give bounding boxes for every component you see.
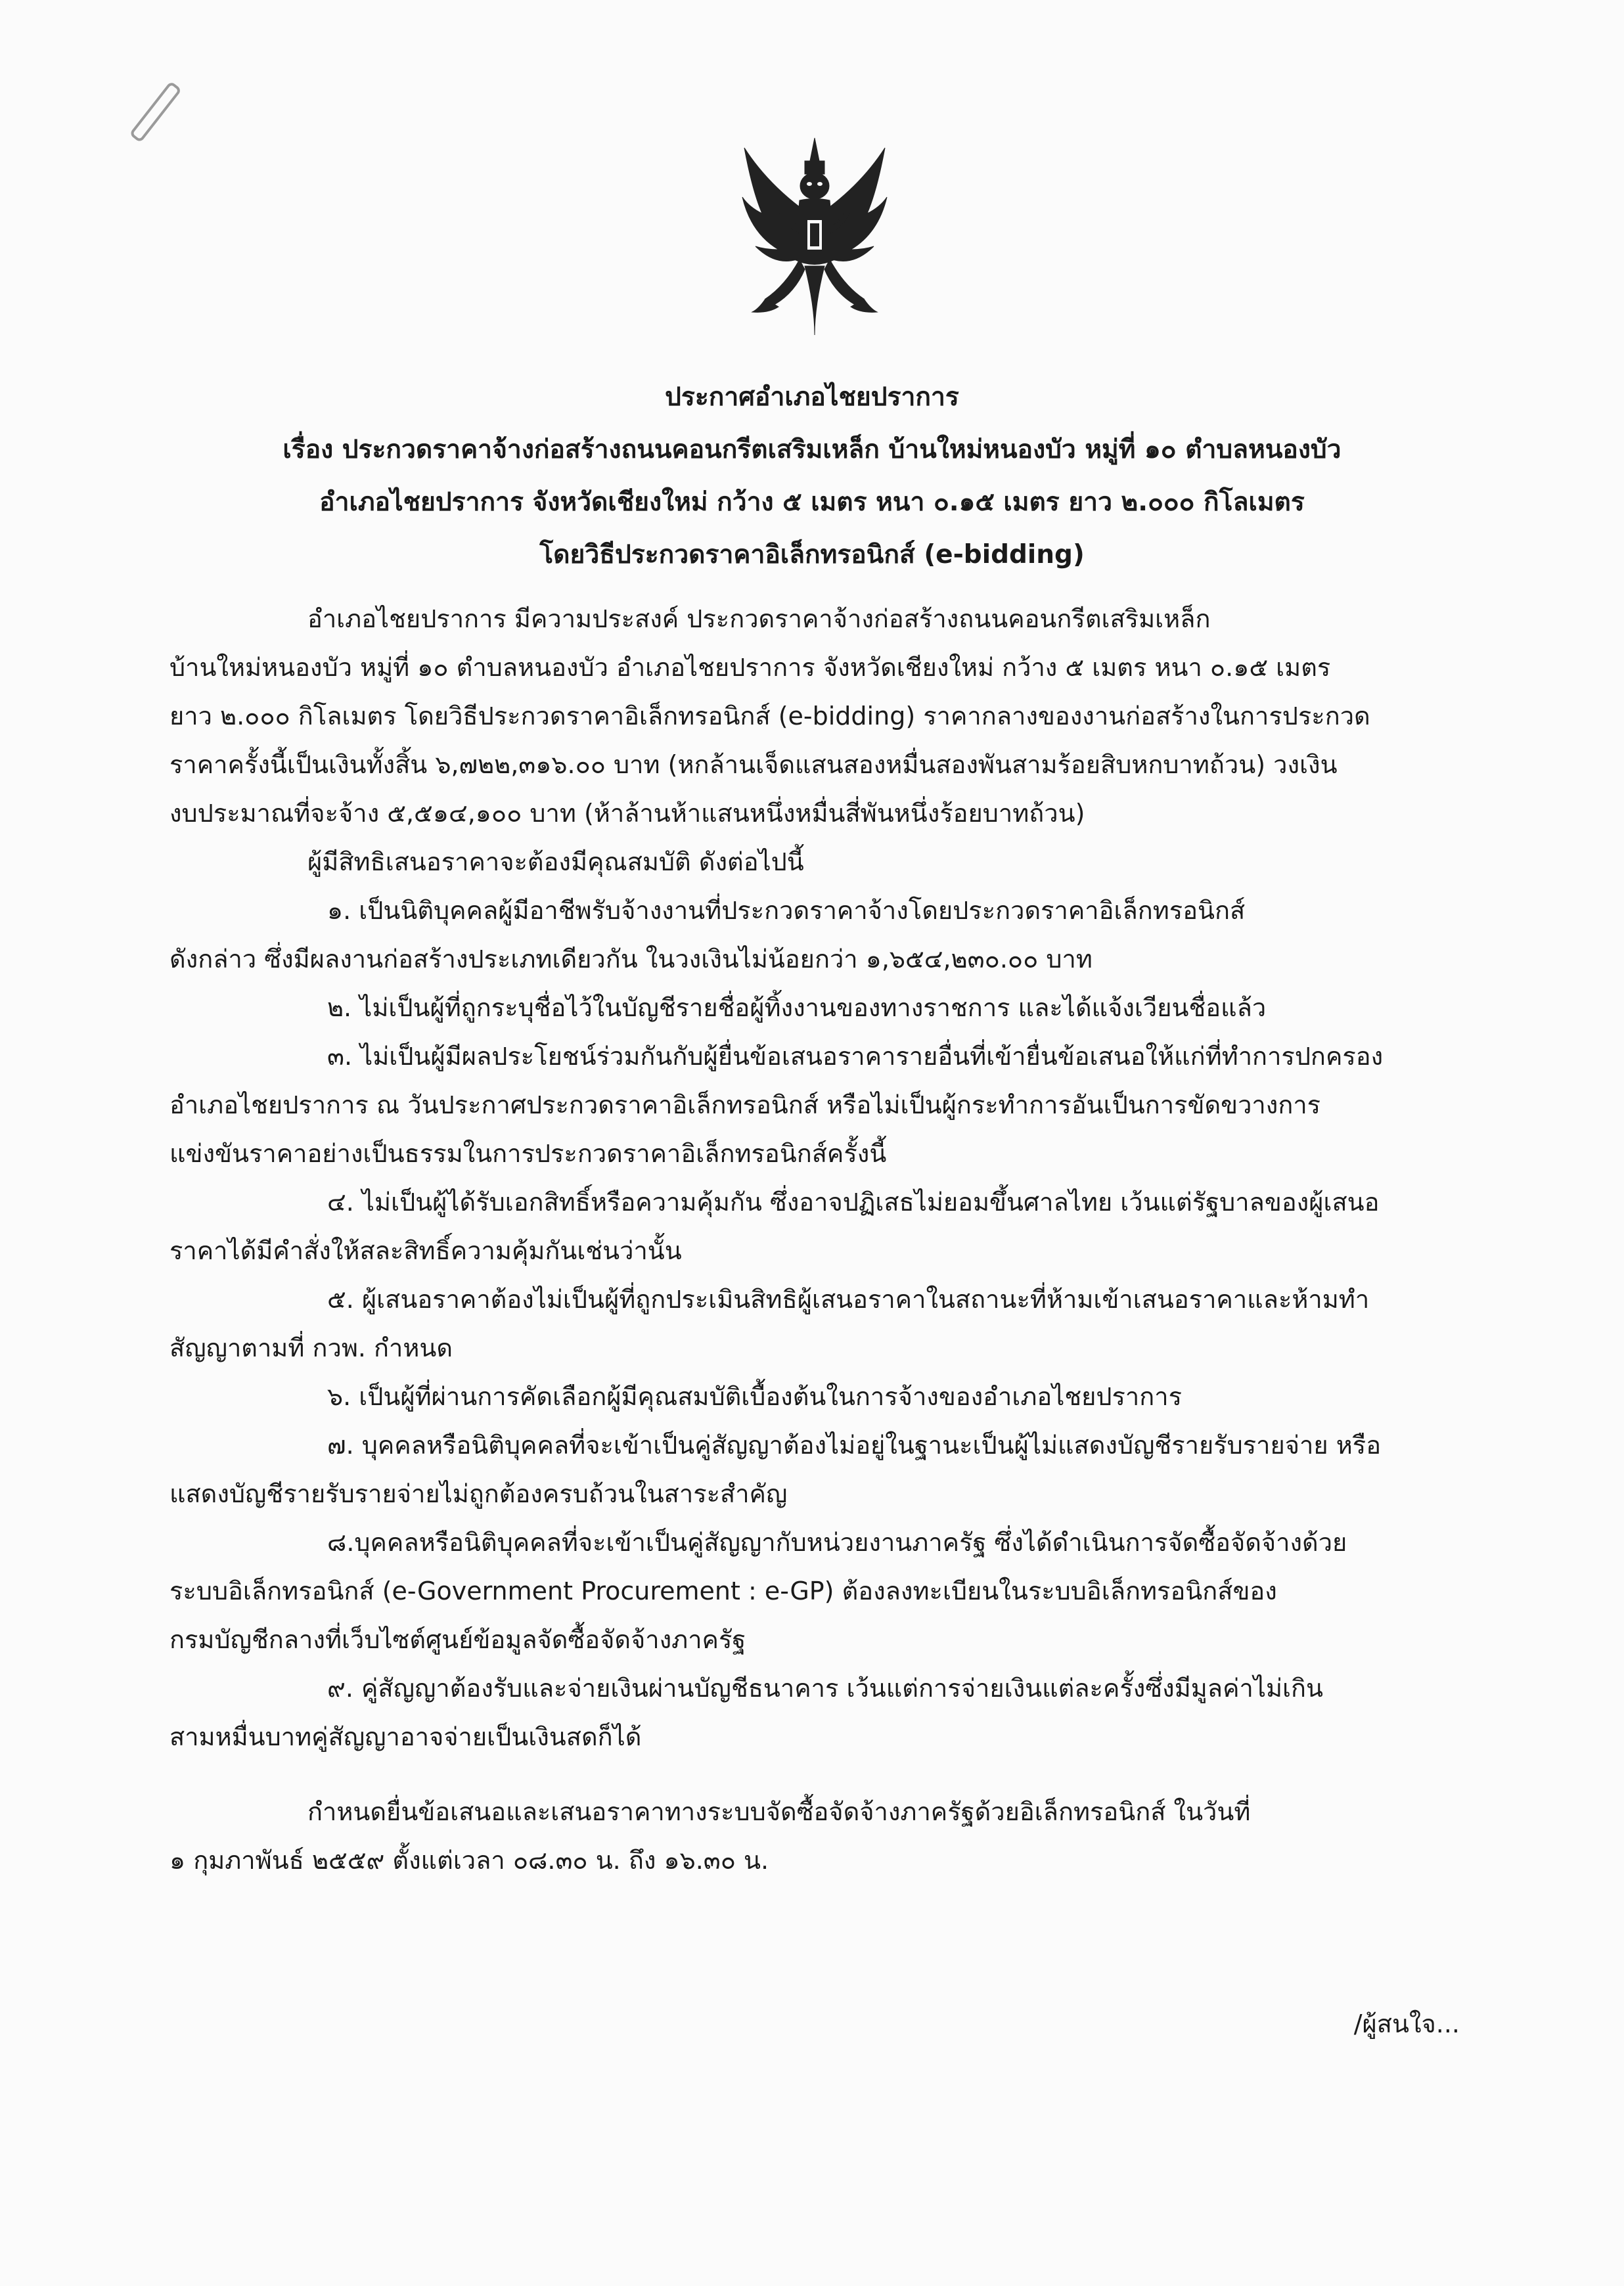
paragraph-gap — [169, 1761, 1464, 1787]
qualification-continuation: สัญญาตามที่ กวพ. กำหนด — [169, 1334, 453, 1362]
qualification-item: ๒. ไม่เป็นผู้ที่ถูกระบุชื่อไว้ในบัญชีรายชื่อผู้ทิ้งงานของทางราชการ และได้แจ้งเวียนชื่อแล้ว — [327, 993, 1267, 1022]
schedule-line: ๑ กุมภาพันธ์ ๒๕๕๙ ตั้งแต่เวลา ๐๘.๓๐ น. ถึง ๑๖.๓๐ น. — [169, 1846, 769, 1875]
announcement-body — [169, 594, 1464, 1885]
qualification-continuation: ราคาได้มีคำสั่งให้สละสิทธิ์ความคุ้มกันเช่นว่านั้น — [169, 1236, 682, 1265]
qualification-item: ๔. ไม่เป็นผู้ได้รับเอกสิทธิ์หรือความคุ้มกัน ซึ่งอาจปฏิเสธไม่ยอมขึ้นศาลไทย เว้นแต่รัฐบาลของผู้เสนอ — [327, 1188, 1380, 1217]
qualification-item: ๗. บุคคลหรือนิติบุคคลที่จะเข้าเป็นคู่สัญญาต้องไม่อยู่ในฐานะเป็นผู้ไม่แสดงบัญชีรายรับรายจ่าย หรือ — [327, 1431, 1382, 1460]
qualification-item: ๕. ผู้เสนอราคาต้องไม่เป็นผู้ที่ถูกประเมินสิทธิผู้เสนอราคาในสถานะที่ห้ามเข้าเสนอราคาและห้ามทำ — [327, 1285, 1370, 1314]
subject-line-2: อำเภอไชยปราการ จังหวัดเชียงใหม่ กว้าง ๕ เมตร หนา ๐.๑๕ เมตร ยาว ๒.๐๐๐ กิโลเมตร — [319, 487, 1305, 517]
intro-line: อำเภอไชยปราการ มีความประสงค์ ประกวดราคาจ้างก่อสร้างถนนคอนกรีตเสริมเหล็ก — [307, 604, 1211, 633]
qualification-item: ๙. คู่สัญญาต้องรับและจ่ายเงินผ่านบัญชีธนาคาร เว้นแต่การจ่ายเงินแต่ละครั้งซึ่งมีมูลค่าไม่เกิน — [327, 1674, 1323, 1703]
staple-mark — [129, 81, 182, 143]
qualifications-heading: ผู้มีสิทธิเสนอราคาจะต้องมีคุณสมบัติ ดังต่อไปนี้ — [307, 847, 804, 876]
garuda-emblem-icon — [739, 135, 890, 338]
qualification-continuation: แสดงบัญชีรายรับรายจ่ายไม่ถูกต้องครบถ้วนในสาระสำคัญ — [169, 1479, 788, 1508]
qualification-item: ๖. เป็นผู้ที่ผ่านการคัดเลือกผู้มีคุณสมบัติเบื้องต้นในการจ้างของอำเภอไชยปราการ — [327, 1382, 1182, 1411]
intro-line: ยาว ๒.๐๐๐ กิโลเมตร โดยวิธีประกวดราคาอิเล็กทรอนิกส์ (e-bidding) ราคากลางของงานก่อสร้างในการประกวด — [169, 702, 1370, 730]
subject-line-3: โดยวิธีประกวดราคาอิเล็กทรอนิกส์ (e-bidding) — [539, 540, 1085, 570]
issuer-heading: ประกาศอำเภอไชยปราการ — [665, 382, 959, 412]
qualification-continuation: กรมบัญชีกลางที่เว็บไซต์ศูนย์ข้อมูลจัดซื้อจัดจ้างภาครัฐ — [169, 1625, 746, 1654]
qualification-continuation: สามหมื่นบาทคู่สัญญาอาจจ่ายเป็นเงินสดก็ได้ — [169, 1722, 642, 1751]
intro-line: บ้านใหม่หนองบัว หมู่ที่ ๑๐ ตำบลหนองบัว อำเภอไชยปราการ จังหวัดเชียงใหม่ กว้าง ๕ เมตร หนา ๐.๑๕ เมตร — [169, 653, 1331, 682]
qualification-continuation: ดังกล่าว ซึ่งมีผลงานก่อสร้างประเภทเดียวกัน ในวงเงินไม่น้อยกว่า ๑,๖๕๔,๒๓๐.๐๐ บาท — [169, 945, 1093, 974]
announcement-title — [131, 371, 1493, 581]
subject-line-1: เรื่อง ประกวดราคาจ้างก่อสร้างถนนคอนกรีตเสริมเหล็ก บ้านใหม่หนองบัว หมู่ที่ ๑๐ ตำบลหนองบัว — [282, 435, 1342, 464]
qualification-item: ๓. ไม่เป็นผู้มีผลประโยชน์ร่วมกันกับผู้ยื่นข้อเสนอราคารายอื่นที่เข้ายื่นข้อเสนอให้แก่ที่ทำการปกครอง — [327, 1042, 1384, 1071]
intro-line: งบประมาณที่จะจ้าง ๕,๕๑๔,๑๐๐ บาท (ห้าล้านห้าแสนหนึ่งหมื่นสี่พันหนึ่งร้อยบาทถ้วน) — [169, 799, 1085, 828]
qualification-item: ๑. เป็นนิติบุคคลผู้มีอาชีพรับจ้างงานที่ประกวดราคาจ้างโดยประกวดราคาอิเล็กทรอนิกส์ — [327, 896, 1246, 925]
qualification-continuation: ระบบอิเล็กทรอนิกส์ (e-Government Procurement : e-GP) ต้องลงทะเบียนในระบบอิเล็กทรอนิกส์ของ — [169, 1577, 1277, 1605]
intro-line: ราคาครั้งนี้เป็นเงินทั้งสิ้น ๖,๗๒๒,๓๑๖.๐๐ บาท (หกล้านเจ็ดแสนสองหมื่นสองพันสามร้อยสิบหกบาทถ้วน) วงเงิน — [169, 750, 1338, 779]
qualification-item: ๘.บุคคลหรือนิติบุคคลที่จะเข้าเป็นคู่สัญญากับหน่วยงานภาครัฐ ซึ่งได้ดำเนินการจัดซื้อจัดจ้างด้วย — [327, 1528, 1347, 1557]
continuation-marker: /ผู้สนใจ... — [1353, 2009, 1460, 2038]
schedule-line: กำหนดยื่นข้อเสนอและเสนอราคาทางระบบจัดซื้อจัดจ้างภาครัฐด้วยอิเล็กทรอนิกส์ ในวันที่ — [307, 1797, 1251, 1826]
qualification-continuation: แข่งขันราคาอย่างเป็นธรรมในการประกวดราคาอิเล็กทรอนิกส์ครั้งนี้ — [169, 1139, 887, 1168]
qualification-continuation: อำเภอไชยปราการ ณ วันประกาศประกวดราคาอิเล็กทรอนิกส์ หรือไม่เป็นผู้กระทำการอันเป็นการขัดขวางการ — [169, 1090, 1321, 1119]
